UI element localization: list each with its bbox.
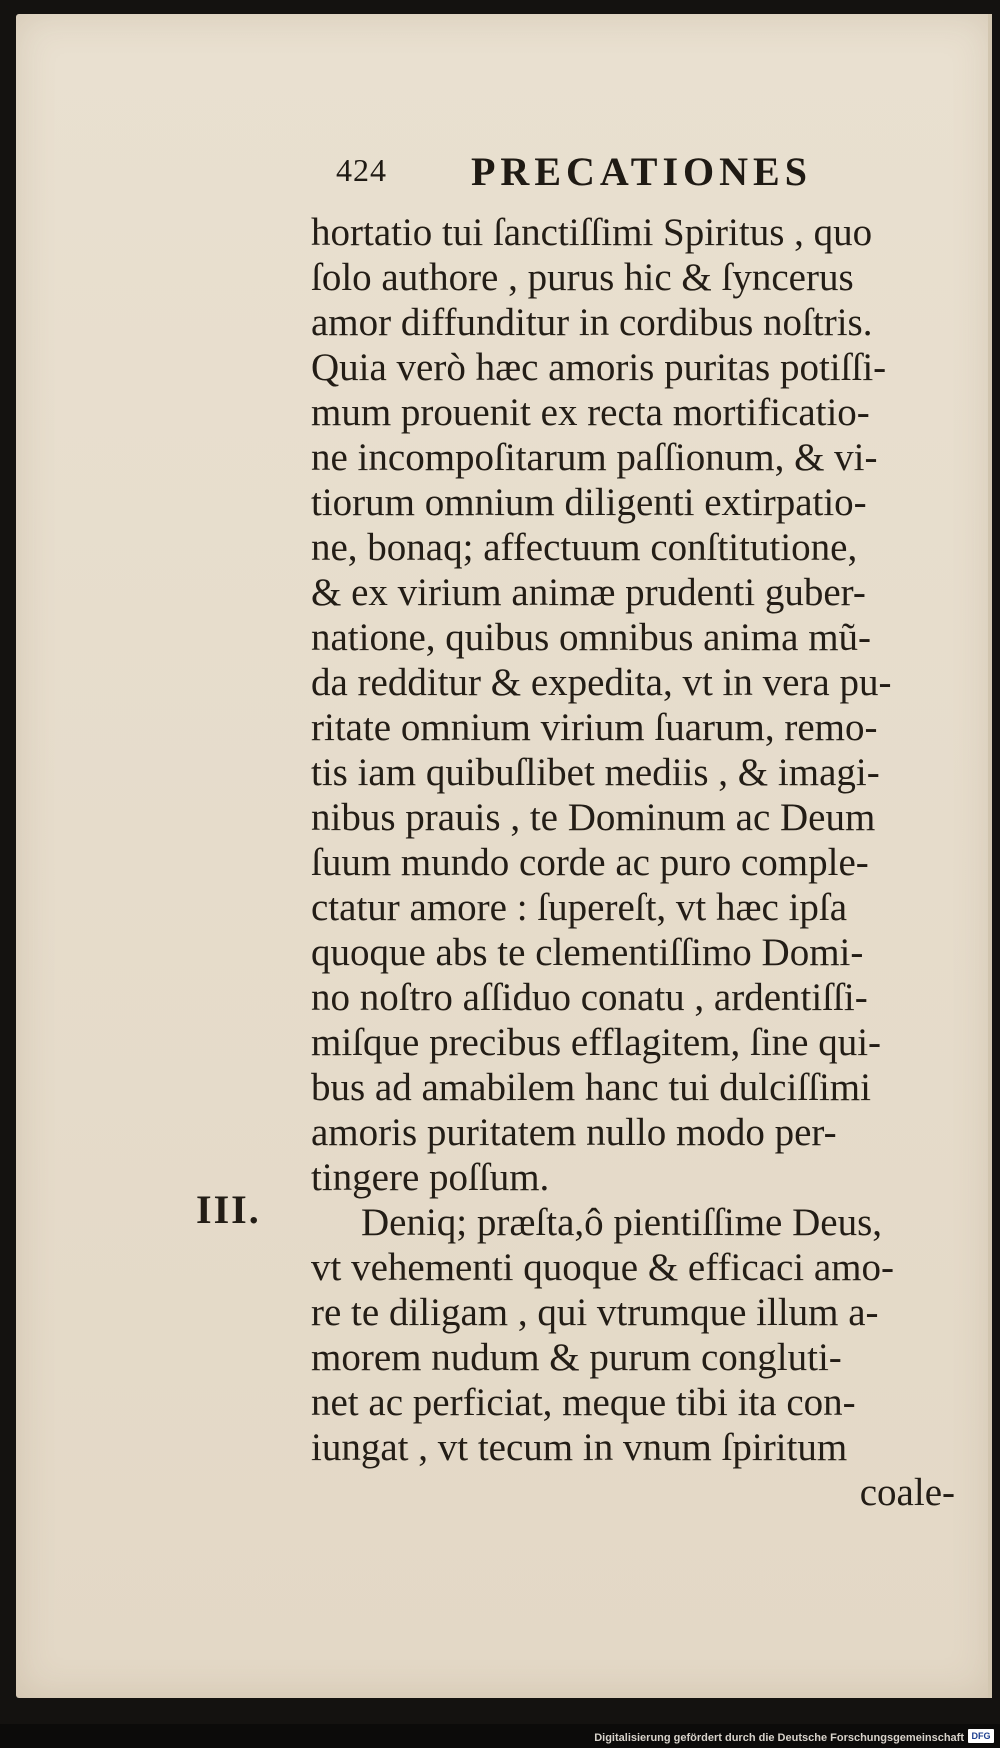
running-title: PRECATIONES: [471, 149, 812, 194]
text-line: hortatio tui ſanctiſſimi Spiritus , quo: [311, 211, 873, 254]
text-line: miſque precibus efflagitem, ſine qui-: [311, 1021, 882, 1064]
text-line: Quia verò hæc amoris puritas potiſſi-: [311, 346, 887, 389]
text-line: tingere poſſum.: [311, 1156, 550, 1199]
paragraph-start-line: Deniq; præſta,ô pientiſſime Deus,: [361, 1201, 882, 1244]
digitization-footer: [0, 1724, 1000, 1748]
page-edge: [988, 14, 992, 1698]
text-line: vt vehementi quoque & efficaci amo-: [311, 1246, 894, 1289]
text-line: ne incompoſitarum paſſionum, & vi-: [311, 436, 878, 479]
text-line: ſuum mundo corde ac puro comple-: [311, 841, 869, 884]
body-text: [311, 210, 961, 1515]
text-line: ctatur amore : ſupereſt, vt hæc ipſa: [311, 886, 848, 929]
text-line: morem nudum & purum congluti-: [311, 1336, 842, 1379]
text-line: net ac perficiat, meque tibi ita con-: [311, 1381, 856, 1424]
text-line: natione, quibus omnibus anima mũ-: [311, 616, 872, 659]
section-marker: III.: [196, 1187, 261, 1232]
text-line: re te diligam , qui vtrumque illum a-: [311, 1291, 879, 1334]
text-line: iungat , vt tecum in vnum ſpiritum: [311, 1426, 848, 1469]
text-line: da redditur & expedita, vt in vera pu-: [311, 661, 892, 704]
text-line: ſolo authore , purus hic & ſyncerus: [311, 256, 854, 299]
text-line: nibus prauis , te Dominum ac Deum: [311, 796, 876, 839]
page-number: 424: [336, 152, 387, 188]
text-line: ne, bonaq; affectuum conſtitutione,: [311, 526, 858, 569]
text-line: & ex virium animæ prudenti guber-: [311, 571, 866, 614]
text-line: ritate omnium virium ſuarum, remo-: [311, 706, 878, 749]
book-page: [16, 14, 992, 1698]
text-line: tis iam quibuſlibet mediis , & imagi-: [311, 751, 880, 794]
text-line: bus ad amabilem hanc tui dulciſſimi: [311, 1066, 871, 1109]
text-line: mum prouenit ex recta mortificatio-: [311, 391, 870, 434]
catchword: coale-: [859, 1471, 955, 1514]
text-line: tiorum omnium diligenti extirpatio-: [311, 481, 867, 524]
funding-credit: Digitalisierung gefördert durch die Deutsche Forschungsgemeinschaft: [594, 1732, 964, 1744]
text-line: quoque abs te clementiſſimo Domi-: [311, 931, 864, 974]
running-header: [326, 148, 866, 198]
text-line: amoris puritatem nullo modo per-: [311, 1111, 837, 1154]
text-line: no noſtro aſſiduo conatu , ardentiſſi-: [311, 976, 868, 1019]
dfg-logo: DFG: [968, 1729, 994, 1743]
text-line: amor diffunditur in cordibus noſtris.: [311, 301, 873, 344]
